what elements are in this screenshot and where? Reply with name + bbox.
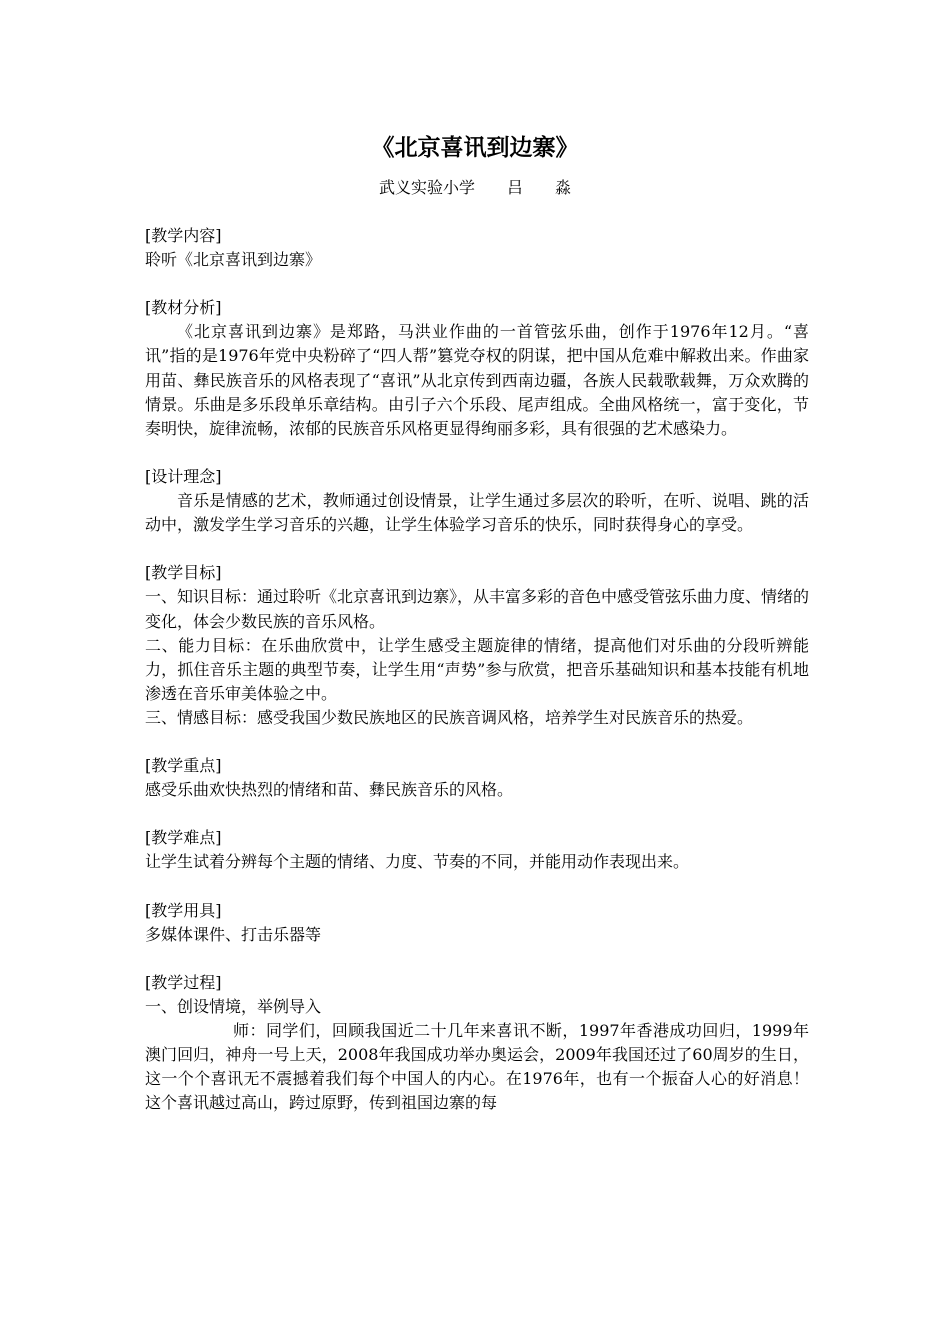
analysis-heading: [教材分析] — [145, 298, 222, 318]
document-body — [145, 224, 809, 1115]
process-step-1: 一、创设情境，举例导入 — [145, 997, 322, 1016]
document-author: 武义实验小学 吕 淼 — [378, 178, 571, 197]
goal-knowledge: 一、知识目标：通过聆听《北京喜讯到边寨》，从丰富多彩的音色中感受管弦乐曲力度、情绪的变化，体会少数民族的音乐风格。 — [145, 587, 810, 631]
focus-text: 感受乐曲欢快热烈的情绪和苗、彝民族音乐的风格。 — [145, 780, 514, 800]
document-title: 《北京喜讯到边寨》 — [371, 134, 579, 161]
goal-emotion: 三、情感目标：感受我国少数民族地区的民族音调风格，培养学生对民族音乐的热爱。 — [145, 707, 754, 727]
spacer — [145, 441, 809, 465]
focus-heading: [教学重点] — [145, 756, 222, 776]
difficulty-text: 让学生试着分辨每个主题的情绪、力度、节奏的不同，并能用动作表现出来。 — [145, 852, 690, 872]
spacer — [145, 730, 809, 754]
spacer — [145, 537, 809, 561]
concept-heading: [设计理念] — [145, 466, 222, 486]
concept-text: 音乐是情感的艺术，教师通过创设情景，让学生通过多层次的聆听，在听、说唱、跳的活动中，激发学生学习音乐的兴趣，让学生体验学习音乐的快乐，同时获得身心的享受。 — [145, 491, 809, 535]
process-heading: [教学过程] — [145, 972, 222, 992]
tools-text: 多媒体课件、打击乐器等 — [145, 924, 322, 944]
spacer — [145, 875, 809, 899]
process-text: 师：同学们，回顾我国近二十几年来喜讯不断，1997年香港成功回归，1999年澳门回归，神舟一号上天，2008年我国成功举办奥运会，2009年我国还过了60周岁的生日，这一个个喜讯无不震撼着我们每个中国人的内心。在1976年，也有一个振奋人心的好消息！这个喜讯越过高山，跨过原野，传到祖国边寨的每 — [145, 1021, 809, 1113]
difficulty-heading: [教学难点] — [145, 828, 222, 848]
content-text: 聆听《北京喜讯到边寨》 — [145, 250, 322, 270]
analysis-text: 《北京喜讯到边寨》是郑路，马洪业作曲的一首管弦乐曲，创作于1976年12月。“喜讯”指的是1976年党中央粉碎了“四人帮”篡党夺权的阴谋，把中国从危难中解救出来。作曲家用苗、彝民族音乐的风格表现了“喜讯”从北京传到西南边疆，各族人民载歌载舞，万众欢腾的情景。乐曲是多乐段单乐章结构。由引子六个乐段、尾声组成。全曲风格统一，富于变化，节奏明快，旋律流畅，浓郁的民族音乐风格更显得绚丽多彩，具有很强的艺术感染力。 — [145, 322, 809, 438]
spacer — [145, 947, 809, 971]
goals-heading: [教学目标] — [145, 563, 222, 583]
spacer — [145, 272, 809, 296]
goal-ability: 二、能力目标：在乐曲欣赏中，让学生感受主题旋律的情绪，提高他们对乐曲的分段听辨能力，抓住音乐主题的典型节奏，让学生用“声势”参与欣赏，把音乐基础知识和基本技能有机地渗透在音乐审美体验之中。 — [145, 635, 809, 703]
spacer — [145, 802, 809, 826]
tools-heading: [教学用具] — [145, 900, 222, 920]
content-heading: [教学内容] — [145, 226, 222, 245]
